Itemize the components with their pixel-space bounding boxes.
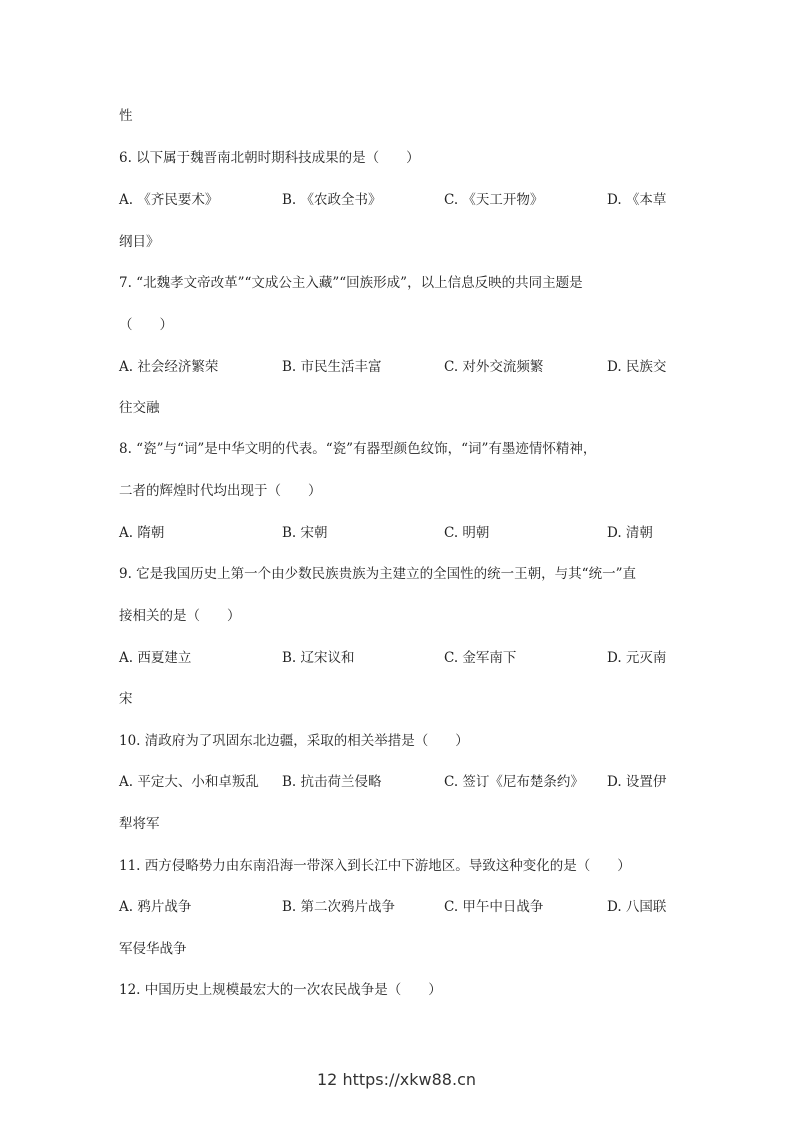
option-d-continued: 宋 xyxy=(119,691,133,707)
option-b: B. 抗击荷兰侵略 xyxy=(282,774,382,790)
text-line: 性 xyxy=(119,108,133,124)
option-c: C. 金军南下 xyxy=(444,650,517,666)
option-d-continued: 军侵华战争 xyxy=(119,941,187,957)
option-d: D. 八国联 xyxy=(607,899,667,915)
question-8: 8. “瓷”与“词”是中华文明的代表。“瓷”有器型颜色纹饰，“词”有墨迹情怀精神， xyxy=(119,441,597,457)
question-12: 12. 中国历史上规模最宏大的一次农民战争是（ ） xyxy=(119,982,442,998)
option-a: A. 鸦片战争 xyxy=(119,899,192,915)
option-b: B. 市民生活丰富 xyxy=(282,359,382,375)
option-b: B. 第二次鸦片战争 xyxy=(282,899,396,915)
option-d: D. 元灭南 xyxy=(607,650,667,666)
option-b: B. 辽宋议和 xyxy=(282,650,355,666)
option-c: C. 对外交流频繁 xyxy=(444,359,544,375)
option-d-continued: 纲目》 xyxy=(119,234,160,250)
option-a: A. 《齐民要术》 xyxy=(119,192,219,208)
question-7-continued: （ ） xyxy=(119,317,173,333)
question-11: 11. 西方侵略势力由东南沿海一带深入到长江中下游地区。导致这种变化的是（ ） xyxy=(119,858,631,874)
option-c: C. 明朝 xyxy=(444,525,490,541)
question-10: 10. 清政府为了巩固东北边疆，采取的相关举措是（ ） xyxy=(119,733,469,749)
option-d: D. 民族交 xyxy=(607,359,667,375)
question-9-continued: 接相关的是（ ） xyxy=(119,608,241,624)
option-d: D. 《本草 xyxy=(607,192,667,208)
question-6: 6. 以下属于魏晋南北朝时期科技成果的是（ ） xyxy=(119,150,420,166)
option-b: B. 《农政全书》 xyxy=(282,192,382,208)
option-a: A. 隋朝 xyxy=(119,525,165,541)
option-d-continued: 犁将军 xyxy=(119,816,160,832)
question-8-continued: 二者的辉煌时代均出现于（ ） xyxy=(119,483,322,499)
question-9: 9. 它是我国历史上第一个由少数民族贵族为主建立的全国性的统一王朝，与其“统一”直 xyxy=(119,566,636,582)
option-d: D. 设置伊 xyxy=(607,774,667,790)
page-footer: 12 https://xkw88.cn xyxy=(317,1070,476,1089)
option-b: B. 宋朝 xyxy=(282,525,328,541)
option-d: D. 清朝 xyxy=(607,525,653,541)
option-a: A. 西夏建立 xyxy=(119,650,192,666)
option-c: C. 甲午中日战争 xyxy=(444,899,544,915)
option-c: C. 签订《尼布楚条约》 xyxy=(444,774,584,790)
option-a: A. 社会经济繁荣 xyxy=(119,359,219,375)
question-7: 7. “北魏孝文帝改革”“文成公主入藏”“回族形成”，以上信息反映的共同主题是 xyxy=(119,275,583,291)
option-c: C. 《天工开物》 xyxy=(444,192,544,208)
option-a: A. 平定大、小和卓叛乱 xyxy=(119,774,259,790)
option-d-continued: 往交融 xyxy=(119,400,160,416)
